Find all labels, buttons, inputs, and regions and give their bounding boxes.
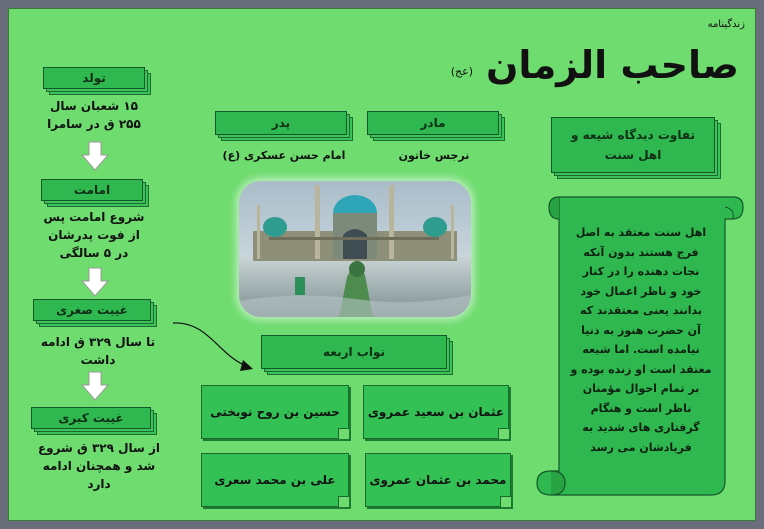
father-label: پدر xyxy=(215,111,347,135)
difference-line: معتقد است او زنده بوده و xyxy=(570,362,712,376)
difference-line: آن حضرت هنوز به دنیا xyxy=(581,323,701,337)
major-occultation-text-1: از سال ۳۲۹ ق شروع xyxy=(37,441,161,455)
mother-name: نرجس خاتون xyxy=(398,149,470,162)
father-label-box xyxy=(215,111,353,141)
major-occultation-text-2: شد و همچنان ادامه xyxy=(42,459,156,473)
deputy-name-2: حسین بن روح نوبختی xyxy=(210,405,340,419)
birth-label: تولد xyxy=(43,67,145,89)
major-occultation-label: غیبت کبری xyxy=(31,407,151,429)
father-name: امام حسن عسکری (ع) xyxy=(222,149,346,162)
difference-line: ناظر است و هنگام xyxy=(590,401,692,415)
minor-occultation-label-box xyxy=(33,299,157,327)
down-arrow-icon xyxy=(81,267,109,297)
difference-line: نجات دهنده را در کنار xyxy=(582,265,700,278)
deputy-card-2 xyxy=(201,385,349,439)
imamat-text-1: شروع امامت پس xyxy=(43,210,145,224)
imamat-label-box xyxy=(41,179,149,207)
mother-label-box xyxy=(367,111,505,141)
deputy-card-1 xyxy=(363,385,509,439)
imamat-text-3: در ۵ سالگی xyxy=(59,246,129,260)
deputy-name-4: علی بن محمد سعری xyxy=(214,473,336,487)
birth-text-2: ۲۵۵ ق در سامرا xyxy=(47,117,141,131)
major-occultation-text-3: دارد xyxy=(87,477,111,491)
difference-line: بدانند یعنی معتقدند که xyxy=(579,304,702,317)
deputy-card-4 xyxy=(201,453,349,507)
down-arrow-icon xyxy=(81,141,109,171)
title-suffix: (عج) xyxy=(450,65,473,78)
difference-line: گرفتاری های شدید به xyxy=(582,421,700,434)
mosque-image xyxy=(239,181,471,317)
difference-line: نیامده است. اما شیعه xyxy=(582,343,700,356)
difference-label-box xyxy=(551,117,721,179)
major-occultation-label-box xyxy=(31,407,157,435)
difference-text xyxy=(561,223,721,457)
connector-arrow xyxy=(169,317,259,377)
mosque-illustration xyxy=(239,181,471,317)
subtitle: زندگینامه xyxy=(707,19,745,30)
deputy-name-1: عثمان بن سعید عمروی xyxy=(367,405,505,419)
birth-label-box xyxy=(43,67,151,95)
difference-line: خود و ناظر اعمال خود xyxy=(580,284,702,298)
difference-line: فرج هستند بدون آنکه xyxy=(583,245,699,259)
minor-occultation-text-1: تا سال ۳۲۹ ق ادامه xyxy=(40,335,156,349)
difference-line: بر تمام احوال مؤمنان xyxy=(582,382,700,395)
difference-label: تفاوت دیدگاه شیعه و اهل سنت xyxy=(551,117,715,173)
board xyxy=(8,8,756,521)
mother-label: مادر xyxy=(367,111,499,135)
deputy-card-3 xyxy=(365,453,511,507)
difference-line: اهل سنت معتقد به اصل xyxy=(575,226,707,239)
down-arrow-icon xyxy=(81,371,109,401)
minor-occultation-text-2: داشت xyxy=(80,353,116,367)
page-title: صاحب الزمان xyxy=(486,43,739,87)
difference-line: فریادشان می رسد xyxy=(590,440,692,454)
deputies-label-box xyxy=(261,335,453,375)
minor-occultation-label: غیبت صغری xyxy=(33,299,151,321)
deputy-name-3: محمد بن عثمان عمروی xyxy=(369,473,507,487)
imamat-label: امامت xyxy=(41,179,143,201)
deputies-label: نواب اربعه xyxy=(261,335,447,369)
birth-text-1: ۱۵ شعبان سال xyxy=(50,99,138,113)
imamat-text-2: از فوت پدرشان xyxy=(48,228,140,242)
